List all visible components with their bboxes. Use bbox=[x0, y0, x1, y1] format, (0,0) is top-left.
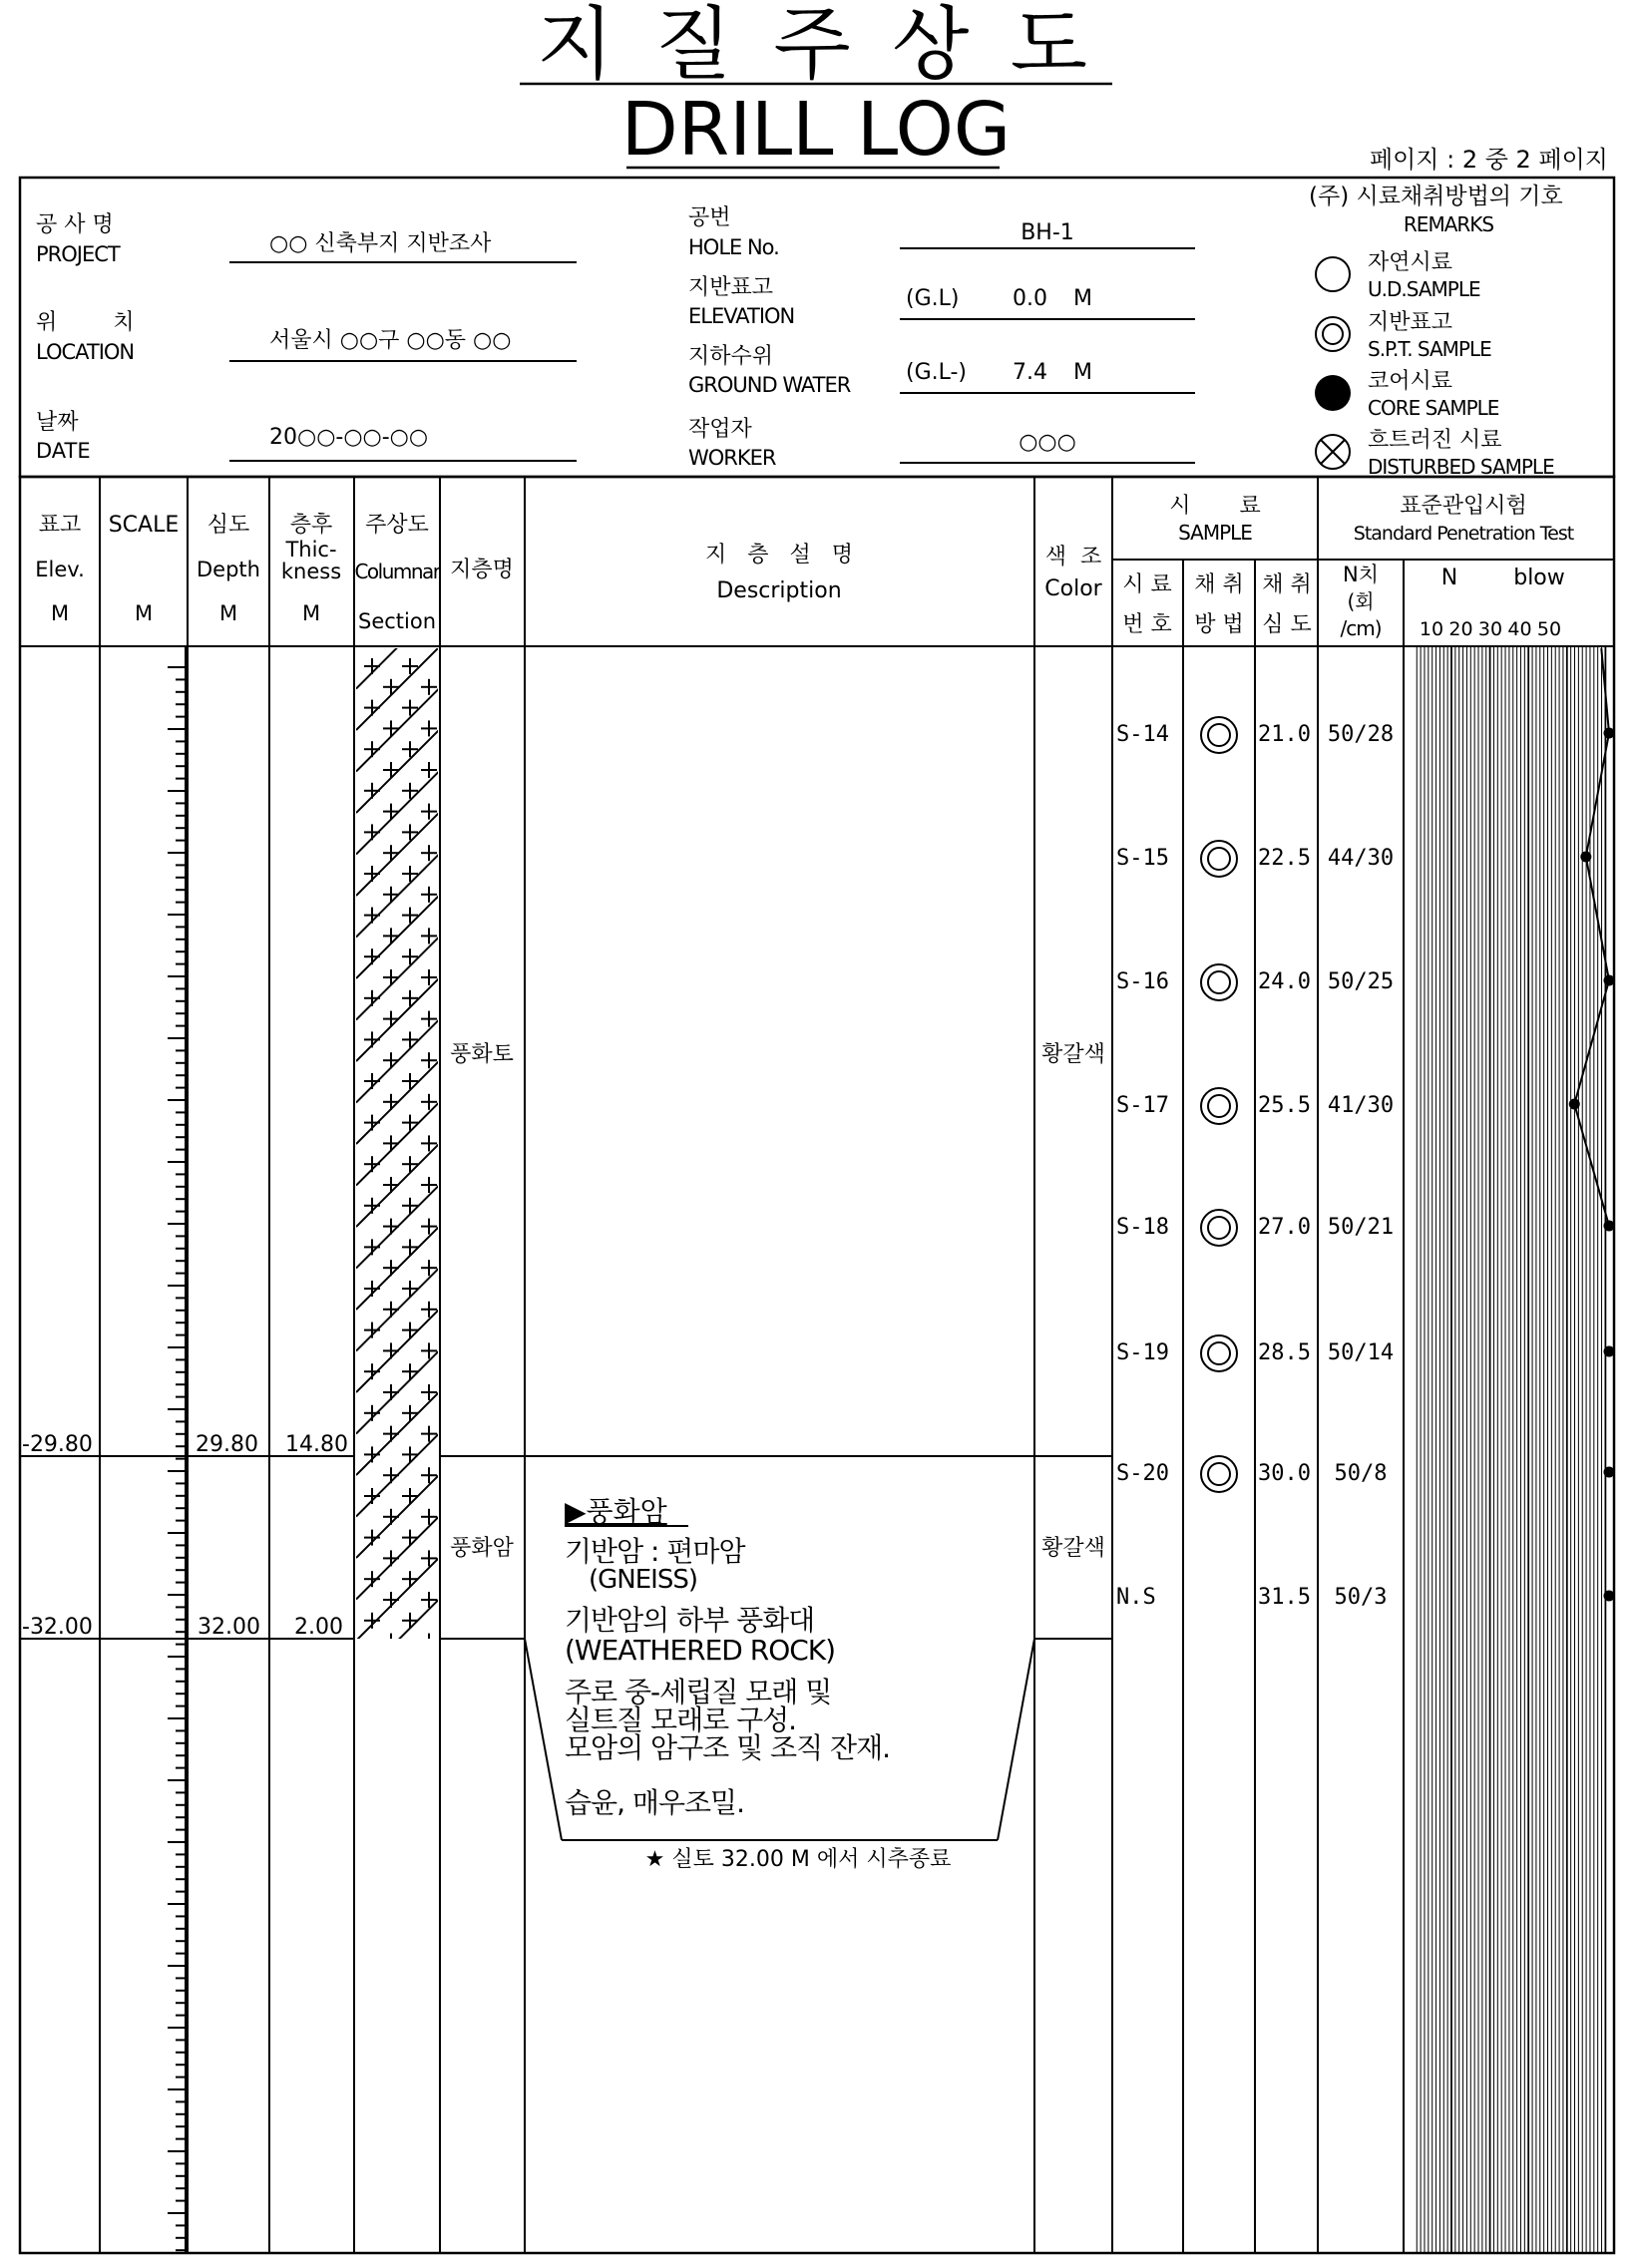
description-heading: ▶풍화암 bbox=[565, 1495, 667, 1528]
stratum-2-depth: 32.00 bbox=[198, 1615, 260, 1640]
project-label-en: PROJECT bbox=[36, 242, 120, 266]
location-label-ko: 위 치 bbox=[36, 310, 135, 335]
col-description-en: Description bbox=[716, 578, 842, 603]
n-value: 50/8 bbox=[1334, 1461, 1388, 1486]
n-axis-tick-label: 40 bbox=[1507, 618, 1532, 640]
hatch-diagonal bbox=[356, 1847, 440, 1931]
col-elev-ko: 표고 bbox=[38, 513, 82, 538]
col-sample-no-1: 시 료 bbox=[1122, 572, 1172, 597]
hatch-diagonal bbox=[356, 2136, 440, 2220]
spt-point bbox=[1604, 1467, 1615, 1478]
n-axis-ticks bbox=[1420, 618, 1561, 640]
col-sample-en: SAMPLE bbox=[1178, 521, 1252, 545]
remarks-core-en: CORE SAMPLE bbox=[1368, 396, 1499, 420]
col-nvalue-3: /cm) bbox=[1340, 616, 1382, 640]
groundwater-label-ko: 지하수위 bbox=[688, 344, 774, 369]
hatch-diagonal bbox=[356, 1930, 440, 2014]
col-sample-depth-2: 심 도 bbox=[1262, 612, 1312, 637]
stratum-2-thickness: 2.00 bbox=[294, 1615, 343, 1640]
hole-value: BH-1 bbox=[1021, 220, 1074, 245]
project-value: ○○ 신축부지 지반조사 bbox=[269, 231, 492, 256]
sample-depth: 31.5 bbox=[1258, 1585, 1311, 1610]
stratum-1-name: 풍화토 bbox=[450, 1042, 514, 1067]
worker-label-en: WORKER bbox=[688, 446, 776, 470]
elevation-unit: M bbox=[1073, 286, 1092, 311]
col-thickness-ko: 층후 bbox=[289, 513, 333, 538]
spt-point bbox=[1580, 852, 1591, 863]
hatch-diagonal bbox=[356, 1722, 440, 1806]
elevation-label-en: ELEVATION bbox=[688, 304, 795, 328]
double-circle-icon bbox=[1316, 317, 1350, 351]
col-nblow-blow: blow bbox=[1513, 566, 1565, 590]
sample-id: S-16 bbox=[1116, 969, 1169, 994]
col-depth-en: Depth bbox=[197, 558, 260, 581]
spt-point bbox=[1604, 1591, 1615, 1602]
sample-depth: 28.5 bbox=[1258, 1340, 1311, 1365]
sample-depth: 25.5 bbox=[1258, 1093, 1311, 1118]
sample-id: S-14 bbox=[1116, 722, 1169, 747]
hatch-diagonal bbox=[356, 1682, 440, 1765]
n-axis-tick-label: 10 bbox=[1419, 618, 1444, 640]
description-left-slope bbox=[525, 1639, 562, 1840]
date-label-en: DATE bbox=[36, 439, 91, 463]
col-scale: SCALE bbox=[108, 513, 180, 538]
hatch-diagonal bbox=[356, 2219, 440, 2268]
stratum-1-thickness: 14.80 bbox=[285, 1432, 348, 1457]
col-depth-unit: M bbox=[218, 601, 238, 625]
col-spt-en: Standard Penetration Test bbox=[1353, 523, 1574, 545]
spt-sample-icon-inner bbox=[1208, 724, 1230, 746]
col-sample-method-2: 방 법 bbox=[1194, 612, 1244, 637]
page-info: 페이지 : 2 중 2 페이지 bbox=[1369, 146, 1608, 174]
col-columnar-ko: 주상도 bbox=[365, 513, 429, 538]
hatch-diagonal bbox=[356, 1888, 440, 1972]
description-line-1: 기반암 : 편마암 bbox=[565, 1535, 745, 1568]
spt-sample-icon-inner bbox=[1208, 848, 1230, 870]
spt-sample-icon-inner bbox=[1208, 971, 1230, 993]
sample-depth: 30.0 bbox=[1258, 1461, 1311, 1486]
title-english: DRILL LOG bbox=[620, 87, 1012, 173]
spt-point bbox=[1569, 1099, 1580, 1110]
stratum-1-color: 황갈색 bbox=[1041, 1042, 1105, 1067]
elevation-ref: (G.L) bbox=[906, 286, 960, 311]
spt-sample-icon-inner bbox=[1208, 1342, 1230, 1364]
sample-id: N.S bbox=[1116, 1585, 1156, 1610]
col-columnar-en-2: Section bbox=[357, 609, 437, 633]
hatch-diagonal bbox=[356, 1971, 440, 2055]
remarks-ud-ko: 자연시료 bbox=[1368, 250, 1453, 275]
spt-sample-icon-inner bbox=[1208, 1095, 1230, 1117]
remarks-disturbed-en: DISTURBED SAMPLE bbox=[1368, 455, 1554, 479]
spt-sample-icon bbox=[1201, 717, 1237, 753]
spt-sample-icon-inner bbox=[1208, 1463, 1230, 1485]
location-label-en: LOCATION bbox=[36, 340, 135, 364]
spt-point bbox=[1604, 1221, 1615, 1232]
col-sample-method-1: 채 취 bbox=[1194, 572, 1244, 597]
spt-point bbox=[1604, 1346, 1615, 1357]
hatch-diagonal bbox=[356, 2095, 440, 2179]
description-line-2: (GNEISS) bbox=[589, 1565, 697, 1595]
hatch-diagonal bbox=[356, 2013, 440, 2096]
col-sample-no-2: 번 호 bbox=[1122, 612, 1172, 637]
n-value: 50/21 bbox=[1327, 1215, 1395, 1240]
n-value: 44/30 bbox=[1327, 846, 1395, 871]
col-sample-ko: 시 료 bbox=[1169, 494, 1261, 519]
col-scale-unit: M bbox=[134, 601, 154, 625]
sample-id: S-19 bbox=[1116, 1340, 1169, 1365]
hatch-diagonal bbox=[356, 1599, 440, 1683]
sample-depth: 24.0 bbox=[1258, 969, 1311, 994]
sample-id: S-18 bbox=[1116, 1215, 1169, 1240]
remarks-core-ko: 코어시료 bbox=[1368, 369, 1453, 394]
hatch-diagonal bbox=[356, 2054, 440, 2137]
location-value: 서울시 ○○구 ○○동 ○○ bbox=[269, 328, 512, 353]
groundwater-ref: (G.L-) bbox=[906, 360, 968, 385]
stratum-2-name: 풍화암 bbox=[450, 1536, 514, 1561]
groundwater-value: 7.4 bbox=[1013, 360, 1047, 385]
col-thickness-en-1: Thic- bbox=[285, 538, 337, 562]
col-nvalue-2: (회 bbox=[1347, 589, 1375, 613]
hole-label-en: HOLE No. bbox=[688, 235, 779, 259]
col-nvalue-1: N치 bbox=[1343, 563, 1379, 586]
worker-label-ko: 작업자 bbox=[688, 417, 752, 442]
remarks-title-en: REMARKS bbox=[1403, 212, 1494, 236]
description-line-5: 주로 중-세립질 모래 및 bbox=[565, 1676, 832, 1708]
worker-value: ○○○ bbox=[1019, 430, 1076, 455]
col-thickness-unit: M bbox=[301, 601, 321, 625]
spt-plot bbox=[1569, 648, 1615, 1602]
double-circle-icon-inner bbox=[1323, 324, 1343, 344]
title-korean: 지 질 주 상 도 bbox=[536, 0, 1096, 91]
n-value: 50/28 bbox=[1327, 722, 1395, 747]
n-axis-tick-label: 30 bbox=[1477, 618, 1503, 640]
stratum-1-elev: -29.80 bbox=[22, 1432, 93, 1457]
col-spt-ko: 표준관입시험 bbox=[1400, 494, 1527, 519]
description-line-8: 습윤, 매우조밀. bbox=[565, 1786, 744, 1819]
col-color-ko: 색 조 bbox=[1044, 545, 1102, 569]
n-axis-tick-label: 50 bbox=[1536, 618, 1562, 640]
hole-label-ko: 공번 bbox=[688, 205, 731, 230]
stratum-2-color: 황갈색 bbox=[1041, 1536, 1105, 1561]
sample-id: S-17 bbox=[1116, 1093, 1169, 1118]
col-description-ko: 지 층 설 명 bbox=[705, 543, 853, 567]
date-value: 20○○-○○-○○ bbox=[269, 425, 429, 450]
columnar-section-hatch bbox=[356, 523, 440, 2268]
n-value: 50/3 bbox=[1334, 1585, 1388, 1610]
stratum-1-depth: 29.80 bbox=[196, 1432, 258, 1457]
groundwater-unit: M bbox=[1073, 360, 1092, 385]
col-elev-en: Elev. bbox=[35, 558, 85, 581]
hatch-diagonal bbox=[356, 1805, 440, 1889]
col-layer-name: 지층명 bbox=[450, 558, 514, 582]
col-thickness-en-2: kness bbox=[280, 560, 342, 583]
spt-sample-icon bbox=[1201, 1088, 1237, 1124]
col-columnar-en-1: Columnar bbox=[354, 560, 440, 583]
remarks-spt-en: S.P.T. SAMPLE bbox=[1368, 337, 1491, 361]
remarks-title-ko: (주) 시료채취방법의 기호 bbox=[1309, 184, 1563, 209]
col-color-en: Color bbox=[1044, 576, 1102, 601]
description-right-slope bbox=[998, 1639, 1034, 1840]
n-value: 41/30 bbox=[1327, 1093, 1395, 1118]
remarks-spt-ko: 지반표고 bbox=[1368, 310, 1453, 335]
sample-id: S-20 bbox=[1116, 1461, 1169, 1486]
remarks-ud-en: U.D.SAMPLE bbox=[1368, 277, 1480, 301]
scale-ruler-ticks bbox=[168, 667, 186, 2250]
n-value: 50/14 bbox=[1327, 1340, 1395, 1365]
description-line-6: 실트질 모래로 구성. bbox=[565, 1703, 797, 1736]
hatch-diagonal bbox=[356, 2178, 440, 2262]
hatch-diagonal bbox=[356, 1640, 440, 1723]
elevation-value: 0.0 bbox=[1013, 286, 1047, 311]
n-value: 50/25 bbox=[1327, 969, 1395, 994]
description-line-3: 기반암의 하부 풍화대 bbox=[565, 1604, 815, 1637]
remarks-disturbed-ko: 흐트러진 시료 bbox=[1368, 428, 1502, 453]
spt-point bbox=[1604, 728, 1615, 739]
open-circle-icon bbox=[1316, 257, 1350, 291]
col-depth-ko: 심도 bbox=[206, 513, 250, 538]
spt-point bbox=[1604, 975, 1615, 986]
sample-id: S-15 bbox=[1116, 846, 1169, 871]
spt-sample-icon-inner bbox=[1208, 1217, 1230, 1239]
date-label-ko: 날짜 bbox=[36, 410, 79, 435]
filled-circle-icon bbox=[1315, 375, 1351, 411]
sample-depth: 27.0 bbox=[1258, 1215, 1311, 1240]
col-nblow-n: N bbox=[1440, 566, 1458, 590]
hatch-diagonal bbox=[356, 688, 440, 772]
description-line-7: 모암의 암구조 및 조직 잔재. bbox=[565, 1731, 891, 1764]
hatch-diagonal bbox=[356, 2261, 440, 2268]
elevation-label-ko: 지반표고 bbox=[688, 275, 774, 300]
spt-trace-line bbox=[1574, 648, 1609, 1226]
spt-sample-icon bbox=[1201, 1335, 1237, 1371]
spt-sample-icon bbox=[1201, 1210, 1237, 1246]
hatch-diagonal bbox=[356, 1764, 440, 1848]
description-line-4: (WEATHERED ROCK) bbox=[565, 1634, 836, 1667]
sample-depth: 21.0 bbox=[1258, 722, 1311, 747]
groundwater-label-en: GROUND WATER bbox=[688, 373, 851, 397]
hatch-diagonal bbox=[356, 646, 440, 730]
sample-depth: 22.5 bbox=[1258, 846, 1311, 871]
spt-sample-icon bbox=[1201, 1456, 1237, 1492]
spt-grid bbox=[1417, 646, 1605, 2253]
stratum-2-elev: -32.00 bbox=[22, 1615, 93, 1640]
col-sample-depth-1: 채 취 bbox=[1262, 572, 1312, 597]
col-elev-unit: M bbox=[50, 601, 70, 625]
column-lines bbox=[100, 477, 1404, 2253]
spt-sample-icon bbox=[1201, 841, 1237, 877]
boring-end-note: ★ 실토 32.00 M 에서 시추종료 bbox=[644, 1847, 952, 1872]
project-label-ko: 공 사 명 bbox=[36, 212, 114, 237]
spt-sample-icon bbox=[1201, 964, 1237, 1000]
n-axis-tick-label: 20 bbox=[1448, 618, 1473, 640]
